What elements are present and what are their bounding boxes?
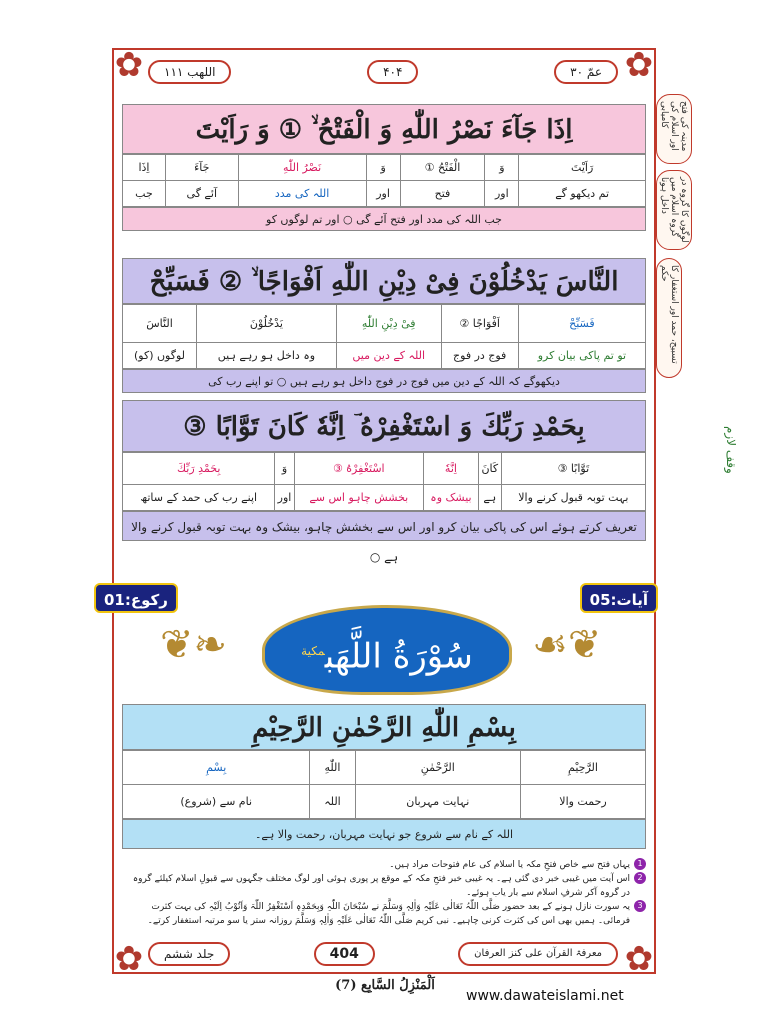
word-cell: تَوَّابًا ③ xyxy=(501,453,645,485)
footnote-text: یہ سورت نازل ہونے کے بعد حضور صَلَّی اللّٰہُ تَعَالٰی عَلَیْہِ وَاٰلِہٖ وَسَلَّمَ نے سُبْحَانَ اللّٰہِ وَبِحَمْدِہٖ اَسْتَغْفِرُ اللّٰہَ وَاَتُوْبُ اِلَیْہِ کی بہت کثرت فرمائی۔ ہمیں بھی اس کی کثرت کرنی چاہیے۔ نبی کریم صَلَّی اللّٰہُ تَعَالٰی عَلَیْہِ وَاٰلِہٖ وَسَلَّمَ روزانہ ستر یا سو مرتبہ استغفار کرتے۔ xyxy=(147,902,630,926)
verse-3-words xyxy=(122,452,646,511)
footnotes xyxy=(122,858,646,928)
ayat-count-badge: آیات:05 xyxy=(580,583,658,613)
footnote-marker: 1 xyxy=(634,858,646,870)
word-cell: الرَّحِیْمِ xyxy=(521,751,646,785)
meaning-cell: فتح xyxy=(400,181,485,207)
meaning-cell: لوگوں (کو) xyxy=(123,343,197,369)
verse-3-translation: تعریف کرتے ہوئے اس کی پاکی بیان کرو اور اس سے بخشش چاہو، بیشک وہ بہت توبہ قبول کرنے والا ہے ○ xyxy=(122,511,646,541)
footnote xyxy=(122,900,646,928)
footnote-marker: 2 xyxy=(634,872,646,884)
meaning-cell: جب xyxy=(123,181,166,207)
meaning-cell: اور xyxy=(275,485,294,511)
page-header xyxy=(148,58,618,86)
word-cell: الرَّحْمٰنِ xyxy=(355,751,520,785)
juz-label: عمّ ۳۰ xyxy=(554,60,618,84)
meaning-cell: بیشک وہ xyxy=(424,485,479,511)
meaning-cell: اللہ کے دین میں xyxy=(336,343,441,369)
ruku-count-badge: رکوع:01 xyxy=(94,583,178,613)
word-cell: فَسَبِّحْ xyxy=(518,305,645,343)
meaning-cell: فوج در فوج xyxy=(441,343,518,369)
meaning-cell: وہ داخل ہو رہے ہیں xyxy=(197,343,337,369)
word-cell: یَدْخُلُوْنَ xyxy=(197,305,337,343)
margin-sign: وقف لازم xyxy=(724,426,738,474)
footnote-text: یہاں فتح سے خاص فتحِ مکہ یا اسلام کی عام فتوحات مراد ہیں۔ xyxy=(389,860,630,870)
word-cell: اللّٰهِ xyxy=(310,751,355,785)
word-cell: نَصْرُ اللّٰهِ xyxy=(238,155,366,181)
verse-2-block xyxy=(122,258,646,393)
word-cell: وَ xyxy=(366,155,400,181)
book-title: معرفۃ القرآن علی کنز العرفان xyxy=(458,942,618,966)
footnote-marker: 3 xyxy=(634,900,646,912)
meaning-cell: اور xyxy=(366,181,400,207)
word-cell: فِیْ دِیْنِ اللّٰهِ xyxy=(336,305,441,343)
bismillah-block xyxy=(122,704,646,849)
footnote xyxy=(122,858,646,872)
bismillah-arabic: بِسْمِ اللّٰهِ الرَّحْمٰنِ الرَّحِیْمِ xyxy=(122,704,646,750)
surah-title xyxy=(262,605,512,695)
meaning-cell: اللہ xyxy=(310,785,355,819)
word-cell: رَاَیْتَ xyxy=(519,155,646,181)
surah-name: سُوْرَةُ اللَّهَب xyxy=(324,636,473,677)
verse-3-block xyxy=(122,400,646,564)
verse-2-translation: دیکھوگے کہ اللہ کے دین میں فوج در فوج داخل ہو رہے ہیں ○ تو اپنے رب کی xyxy=(122,369,646,393)
corner-ornament-icon: ✿ xyxy=(114,939,144,979)
footer-page-number: 404 xyxy=(314,942,375,966)
word-cell: وَ xyxy=(275,453,294,485)
word-cell: الْفَتْحُ ① xyxy=(400,155,485,181)
bismillah-translation: اللہ کے نام سے شروع جو نہایت مہربان، رحمت والا ہے۔ xyxy=(122,819,646,849)
surah-label: اللھب ۱۱۱ xyxy=(148,60,231,84)
footnote xyxy=(122,872,646,900)
verse-3-arabic: بِحَمْدِ رَبِّكَ وَ اسْتَغْفِرْهُ ؔ اِنَّهٗ كَانَ تَوَّابًا ③ xyxy=(122,400,646,452)
word-cell: اِنَّهٗ xyxy=(424,453,479,485)
word-cell: اِذَا xyxy=(123,155,166,181)
verse-1-arabic: اِذَا جَآءَ نَصْرُ اللّٰهِ وَ الْفَتْحُ ۙ ① وَ رَاَیْتَ xyxy=(122,104,646,154)
meaning-cell: ہے xyxy=(478,485,501,511)
page-footer xyxy=(148,940,618,968)
meaning-cell: اپنے رب کی حمد کے ساتھ xyxy=(123,485,275,511)
meaning-cell: اللہ کی مدد xyxy=(238,181,366,207)
meaning-cell: تم دیکھو گے xyxy=(519,181,646,207)
verse-1-translation: جب اللہ کی مدد اور فتح آئے گی ○ اور تم لوگوں کو xyxy=(122,207,646,231)
word-cell: اَفْوَاجًا ② xyxy=(441,305,518,343)
manzil-label: اَلْمَنْزِلُ السَّابِع (7) xyxy=(335,978,435,993)
word-cell: جَآءَ xyxy=(165,155,238,181)
verse-1-words xyxy=(122,154,646,207)
bismillah-words xyxy=(122,750,646,819)
corner-ornament-icon: ✿ xyxy=(624,45,654,85)
meaning-cell: آئے گی xyxy=(165,181,238,207)
word-cell: النَّاسَ xyxy=(123,305,197,343)
side-note: مدینہ کی فتح اور اسلام کی کامیابی xyxy=(656,94,692,164)
word-cell: اسْتَغْفِرْهُ ③ xyxy=(294,453,424,485)
page-number: ۴۰۴ xyxy=(367,60,418,84)
word-cell: بِحَمْدِ رَبِّكَ xyxy=(123,453,275,485)
meaning-cell: بہت توبہ قبول کرنے والا xyxy=(501,485,645,511)
verse-2-words xyxy=(122,304,646,369)
footnote-text: اس آیت میں غیبی خبر دی گئی ہے۔ یہ غیبی خبر فتحِ مکہ کے موقع پر پوری ہوئی اور لوگ مختلف جگہوں سے قبولِ اسلام کیلئے گروہ در گروہ آکر شرفِ اسلام سے بار یاب ہوئے۔ xyxy=(132,874,630,898)
corner-ornament-icon: ✿ xyxy=(114,45,144,85)
word-cell: كَانَ xyxy=(478,453,501,485)
volume-label: جلد ششم xyxy=(148,942,230,966)
meaning-cell: رحمت والا xyxy=(521,785,646,819)
side-note: لوگوں کا گروہ در گروہ اسلام میں داخل ہونا xyxy=(656,170,692,250)
verse-2-arabic: النَّاسَ یَدْخُلُوْنَ فِیْ دِیْنِ اللّٰهِ اَفْوَاجًا ۙ ② فَسَبِّحْ xyxy=(122,258,646,304)
side-note: تسبیح، حمد اور استغفار کا حکم xyxy=(656,258,682,378)
floral-ornament-icon: ☙❦ xyxy=(532,622,602,668)
verse-1-block xyxy=(122,104,646,231)
corner-ornament-icon: ✿ xyxy=(624,939,654,979)
meaning-cell: نام سے (شروع) xyxy=(123,785,310,819)
meaning-cell: اور xyxy=(485,181,519,207)
website-url[interactable]: www.dawateislami.net xyxy=(466,988,624,1004)
meaning-cell: بخشش چاہو اس سے xyxy=(294,485,424,511)
makki-label: مکیة xyxy=(301,644,325,658)
word-cell: وَ xyxy=(485,155,519,181)
floral-ornament-icon: ❦❧ xyxy=(160,622,228,668)
meaning-cell: تو تم پاکی بیان کرو xyxy=(518,343,645,369)
word-cell: بِسْمِ xyxy=(123,751,310,785)
meaning-cell: نہایت مہربان xyxy=(355,785,520,819)
